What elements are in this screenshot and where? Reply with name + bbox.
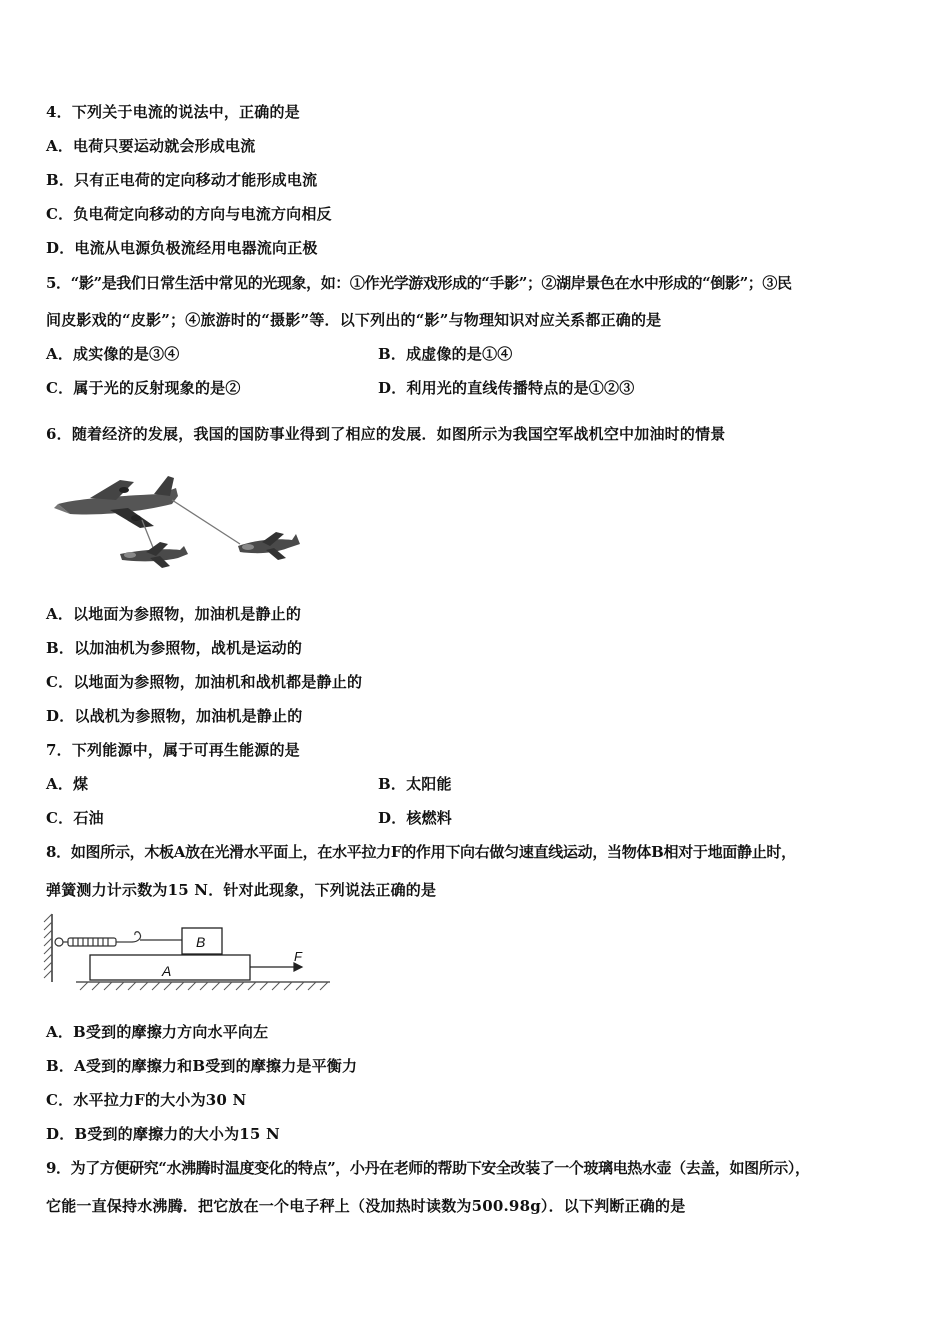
- q6-option-a: A．以地面为参照物，加油机是静止的: [46, 605, 302, 623]
- q9-stem-line2: 它能一直保持水沸腾．把它放在一个电子秤上（没加热时读数为500.98g）．以下判断正确的是: [46, 1197, 686, 1215]
- q4-stem: 4．下列关于电流的说法中，正确的是: [46, 103, 300, 121]
- q5-stem-line1: 5．“影”是我们日常生活中常见的光现象，如：①作光学游戏形成的“手影”；②湖岸景色在水中形成的“倒影”；③民: [46, 274, 792, 292]
- force-label: F: [294, 949, 302, 964]
- q4-option-b: B．只有正电荷的定向移动才能形成电流: [46, 171, 318, 189]
- q9-stem-line1: 9．为了方便研究“水沸腾时温度变化的特点”，小丹在老师的帮助下安全改装了一个玻璃电热水壶（去盖，如图所示），: [46, 1159, 810, 1177]
- q5-option-c: C．属于光的反射现象的是②: [46, 379, 241, 397]
- q7-option-c: C．石油: [46, 809, 104, 827]
- q6-option-d: D．以战机为参照物，加油机是静止的: [46, 707, 303, 725]
- q6-stem: 6．随着经济的发展，我国的国防事业得到了相应的发展．如图所示为我国空军战机空中加油时的情景: [46, 425, 726, 443]
- q8-stem-line1: 8．如图所示，木板A放在光滑水平面上，在水平拉力F的作用下向右做匀速直线运动，当物体B相对于地面静止时，: [46, 843, 796, 861]
- fighter-jet-left: [120, 542, 188, 568]
- q4-option-c: C．负电荷定向移动的方向与电流方向相反: [46, 205, 332, 223]
- q5-option-a: A．成实像的是③④: [46, 345, 180, 363]
- q7-stem: 7．下列能源中，属于可再生能源的是: [46, 741, 300, 759]
- q8-option-a: A．B受到的摩擦力方向水平向左: [46, 1023, 269, 1041]
- tanker-aircraft: [54, 476, 178, 528]
- q6-option-c: C．以地面为参照物，加油机和战机都是静止的: [46, 673, 363, 691]
- board-a-label: A: [162, 963, 172, 979]
- q5-option-d: D．利用光的直线传播特点的是①②③: [378, 379, 635, 397]
- force-arrow: [250, 963, 302, 971]
- q7-option-a: A．煤: [46, 775, 89, 793]
- q6-option-b: B．以加油机为参照物，战机是运动的: [46, 639, 303, 657]
- spring-scale-figure: [40, 910, 340, 992]
- q5-option-b: B．成虚像的是①④: [378, 345, 513, 363]
- q7-option-b: B．太阳能: [378, 775, 452, 793]
- q5-stem-line2: 间皮影戏的“皮影”；④旅游时的“摄影”等．以下列出的“影”与物理知识对应关系都正确的是: [46, 311, 662, 329]
- q8-option-b: B．A受到的摩擦力和B受到的摩擦力是平衡力: [46, 1057, 358, 1075]
- q8-option-c: C．水平拉力F的大小为30 N: [46, 1091, 247, 1109]
- block-b-label: B: [196, 934, 206, 950]
- fighter-jet-right: [238, 532, 300, 560]
- spring-scale: [55, 932, 182, 946]
- q8-stem-line2: 弹簧测力计示数为15 N．针对此现象，下列说法正确的是: [46, 881, 437, 899]
- q4-option-a: A．电荷只要运动就会形成电流: [46, 137, 256, 155]
- aerial-refueling-figure: [50, 468, 310, 578]
- q7-option-d: D．核燃料: [378, 809, 453, 827]
- q8-option-d: D．B受到的摩擦力的大小为15 N: [46, 1125, 280, 1143]
- q4-option-d: D．电流从电源负极流经用电器流向正极: [46, 239, 318, 257]
